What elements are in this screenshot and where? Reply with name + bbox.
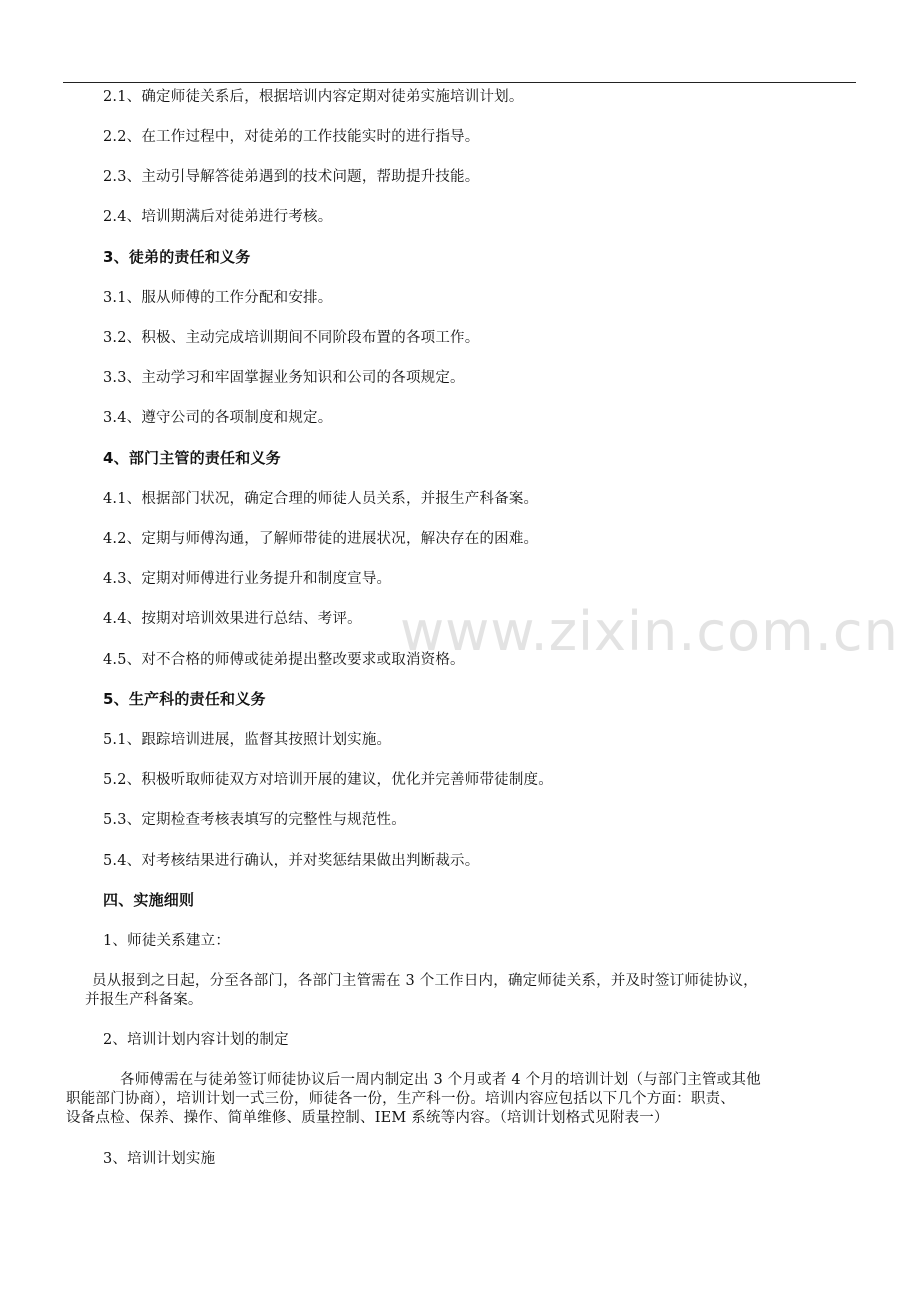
item-2-2: 2.2、在工作过程中，对徒弟的工作技能实时的进行指导。	[103, 129, 480, 145]
subsection-2-title: 2、培训计划内容计划的制定	[103, 1032, 289, 1048]
header-rule	[63, 82, 856, 83]
item-3-2: 3.2、积极、主动完成培训期间不同阶段布置的各项工作。	[103, 330, 480, 346]
paragraph-2-line-1: 各师傅需在与徒弟签订师徒协议后一周内制定出 3 个月或者 4 个月的培训计划（与部门主管或其他	[120, 1072, 761, 1088]
item-3-1: 3.1、服从师傅的工作分配和安排。	[103, 290, 333, 306]
section-heading-3: 3、徒弟的责任和义务	[103, 248, 251, 266]
subsection-1-title: 1、师徒关系建立：	[103, 933, 231, 949]
paragraph-2-line-3: 设备点检、保养、操作、简单维修、质量控制、IEM 系统等内容。（培训计划格式见附表一）	[66, 1110, 669, 1126]
item-4-2: 4.2、定期与师傅沟通，了解师带徒的进展状况，解决存在的困难。	[103, 531, 539, 547]
item-4-3: 4.3、定期对师傅进行业务提升和制度宣导。	[103, 571, 392, 587]
watermark: www.zixin.com.cn	[400, 600, 899, 663]
item-2-1: 2.1、确定师徒关系后，根据培训内容定期对徒弟实施培训计划。	[103, 89, 524, 105]
paragraph-2-line-2: 职能部门协商），培训计划一式三份，师徒各一份，生产科一份。培训内容应包括以下几个方面：职责、	[66, 1091, 735, 1107]
subsection-3-title: 3、培训计划实施	[103, 1151, 216, 1167]
item-4-4: 4.4、按期对培训效果进行总结、考评。	[103, 611, 362, 627]
item-3-3: 3.3、主动学习和牢固掌握业务知识和公司的各项规定。	[103, 370, 465, 386]
chapter-heading-four: 四、实施细则	[103, 891, 195, 909]
item-2-3: 2.3、主动引导解答徒弟遇到的技术问题，帮助提升技能。	[103, 169, 480, 185]
item-5-4: 5.4、对考核结果进行确认，并对奖惩结果做出判断裁示。	[103, 853, 480, 869]
paragraph-1-line-2: 并报生产科备案。	[85, 992, 203, 1008]
item-4-5: 4.5、对不合格的师傅或徒弟提出整改要求或取消资格。	[103, 652, 465, 668]
paragraph-1-line-1: 员从报到之日起，分至各部门，各部门主管需在 3 个工作日内，确定师徒关系，并及时签订师徒协议，	[92, 973, 758, 989]
section-heading-5: 5、生产科的责任和义务	[103, 690, 266, 708]
item-5-1: 5.1、跟踪培训进展，监督其按照计划实施。	[103, 732, 392, 748]
item-2-4: 2.4、培训期满后对徒弟进行考核。	[103, 209, 333, 225]
section-heading-4: 4、部门主管的责任和义务	[103, 449, 281, 467]
item-5-2: 5.2、积极听取师徒双方对培训开展的建议，优化并完善师带徒制度。	[103, 772, 553, 788]
item-4-1: 4.1、根据部门状况，确定合理的师徒人员关系，并报生产科备案。	[103, 491, 539, 507]
item-3-4: 3.4、遵守公司的各项制度和规定。	[103, 410, 333, 426]
item-5-3: 5.3、定期检查考核表填写的完整性与规范性。	[103, 812, 406, 828]
